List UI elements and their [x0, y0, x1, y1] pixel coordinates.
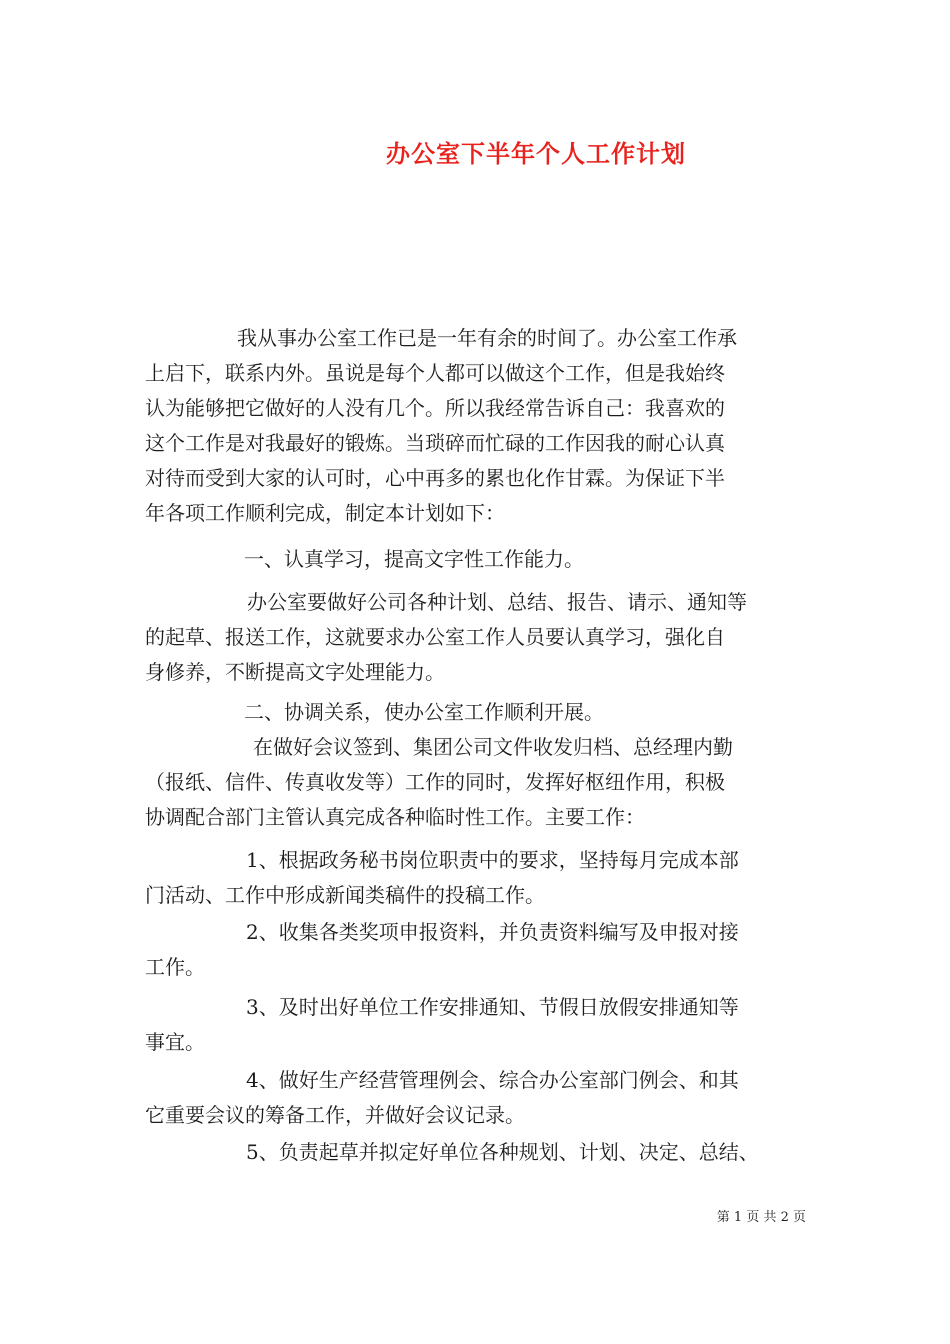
section-heading: 一、认真学习，提高文字性工作能力。	[244, 547, 584, 571]
list-item-line: 它重要会议的筹备工作，并做好会议记录。	[145, 1103, 525, 1127]
list-item-line: 4、做好生产经营管理例会、综合办公室部门例会、和其	[246, 1068, 739, 1092]
paragraph-line: 对待而受到大家的认可时，心中再多的累也化作甘霖。为保证下半	[145, 466, 725, 490]
list-item-line: 1、根据政务秘书岗位职责中的要求，坚持每月完成本部	[246, 848, 739, 872]
list-item-line: 3、及时出好单位工作安排通知、节假日放假安排通知等	[246, 995, 739, 1019]
paragraph-line: 的起草、报送工作，这就要求办公室工作人员要认真学习，强化自	[145, 625, 725, 649]
paragraph-line: 上启下，联系内外。虽说是每个人都可以做这个工作，但是我始终	[145, 361, 725, 385]
paragraph-line: 在做好会议签到、集团公司文件收发归档、总经理内勤	[253, 735, 733, 759]
list-item-line: 5、负责起草并拟定好单位各种规划、计划、决定、总结、	[246, 1140, 759, 1164]
paragraph-line: 这个工作是对我最好的锻炼。当琐碎而忙碌的工作因我的耐心认真	[145, 431, 725, 455]
paragraph-line: 身修养，不断提高文字处理能力。	[145, 660, 445, 684]
paragraph-line: 协调配合部门主管认真完成各种临时性工作。主要工作：	[145, 805, 645, 829]
list-item-line: 工作。	[145, 955, 205, 979]
section-heading: 二、协调关系，使办公室工作顺利开展。	[244, 700, 604, 724]
paragraph-line: 办公室要做好公司各种计划、总结、报告、请示、通知等	[247, 590, 747, 614]
page-number-footer: 第 1 页 共 2 页	[716, 1210, 806, 1225]
paragraph-line: 我从事办公室工作已是一年有余的时间了。办公室工作承	[237, 326, 737, 350]
list-item-line: 门活动、工作中形成新闻类稿件的投稿工作。	[145, 883, 545, 907]
paragraph-line: （报纸、信件、传真收发等）工作的同时，发挥好枢纽作用，积极	[145, 770, 725, 794]
paragraph-line: 认为能够把它做好的人没有几个。所以我经常告诉自己：我喜欢的	[145, 396, 725, 420]
document-title: 办公室下半年个人工作计划	[386, 139, 686, 168]
list-item-line: 2、收集各类奖项申报资料，并负责资料编写及申报对接	[246, 920, 739, 944]
paragraph-line: 年各项工作顺利完成，制定本计划如下：	[145, 501, 505, 525]
list-item-line: 事宜。	[145, 1030, 205, 1054]
